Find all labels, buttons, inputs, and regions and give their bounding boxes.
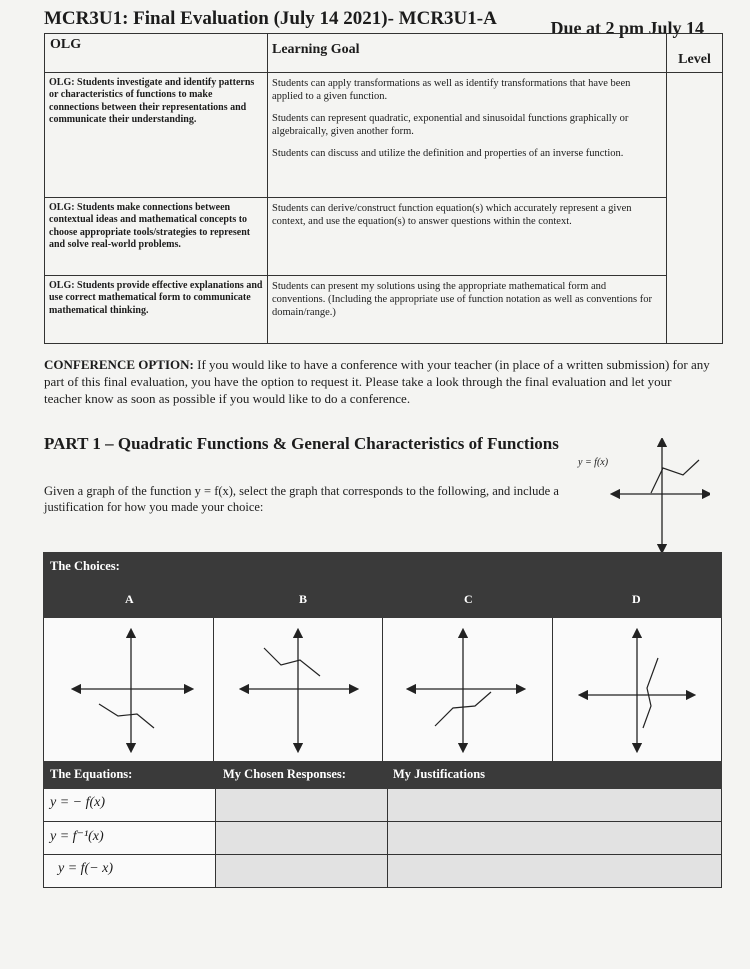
equations-table <box>43 761 722 888</box>
learning-goal-text: Students can represent quadratic, exponential and sinusoidal functions graphically or algebraically, given another form. <box>272 113 629 137</box>
choice-graph-a[interactable] <box>44 618 214 761</box>
learning-goal-text: Students can discuss and utilize the definition and properties of an inverse function. <box>272 148 624 159</box>
choices-graphs <box>43 618 722 762</box>
conference-option <box>44 356 712 407</box>
olg-text: OLG: Students make connections between contextual ideas and mathematical concepts to choose appropriate tools/strategies to represent and solve real-world problems. <box>45 198 268 276</box>
learning-goal-column-header: Learning Goal <box>268 34 667 73</box>
equations-column-header: The Equations: <box>50 767 133 781</box>
choices-table <box>43 552 722 762</box>
justification-field[interactable] <box>388 789 721 821</box>
choices-label: The Choices: <box>50 559 120 573</box>
olg-header-row <box>45 34 723 73</box>
learning-goal-text: Students can apply transformations as well as identify transformations that have been applied to a given function. <box>272 78 631 102</box>
learning-goal-text: Students can present my solutions using the appropriate mathematical form and conventions. (Including the appropriate use of function notation as well as conventions for domain/range.) <box>272 281 652 318</box>
equation-text: y = f⁻¹(x) <box>44 822 216 854</box>
justification-field[interactable] <box>388 822 721 854</box>
choice-graph-c[interactable] <box>383 618 553 761</box>
justifications-column-header: My Justifications <box>393 767 486 781</box>
part1-description: Given a graph of the function y = f(x), select the graph that corresponds to the following, and include a justification for how you made your choice: <box>44 484 559 514</box>
page-title: MCR3U1: Final Evaluation (July 14 2021)- MCR3U1-A <box>44 8 497 29</box>
justification-field[interactable] <box>388 855 721 887</box>
chosen-response-field[interactable] <box>216 789 388 821</box>
level-cell[interactable] <box>667 73 723 344</box>
table-row <box>45 276 723 344</box>
learning-goal-cell <box>268 276 667 344</box>
reference-graph <box>575 438 710 553</box>
choice-graph-b[interactable] <box>214 618 384 761</box>
page-header <box>44 6 704 38</box>
reference-graph-label: y = f(x) <box>578 457 609 468</box>
choices-header <box>43 552 722 618</box>
equation-text: y = f(− x) <box>44 855 216 887</box>
chosen-response-field[interactable] <box>216 855 388 887</box>
choice-letter-d: D <box>632 592 641 606</box>
function-curve <box>651 460 699 493</box>
table-row <box>43 855 722 888</box>
olg-table <box>44 33 723 344</box>
table-row <box>45 198 723 276</box>
due-date: Due at 2 pm July 14 <box>550 18 704 38</box>
learning-goal-text: Students can derive/construct function equation(s) which accurately represent a given context, and use the equation(s) to answer questions within the context. <box>272 203 632 227</box>
conference-label: CONFERENCE OPTION: <box>44 357 194 372</box>
choice-graph-d[interactable] <box>553 618 722 761</box>
choice-letter-b: B <box>299 592 308 606</box>
olg-column-header: OLG <box>45 34 268 73</box>
responses-column-header: My Chosen Responses: <box>223 767 346 781</box>
level-column-header: Level <box>667 34 723 73</box>
conference-text: If you would like to have a conference with your teacher (in place of a written submission) for any part of this final evaluation, you have the option to request it. Please take a look through the final evaluation and let your teacher know as soon as possible if you would like to do a conference. <box>44 357 710 406</box>
table-row <box>45 73 723 198</box>
table-row <box>43 822 722 855</box>
choice-letter-a: A <box>125 592 134 606</box>
learning-goal-cell <box>268 198 667 276</box>
olg-text: OLG: Students investigate and identify patterns or characteristics of functions to make connections between their representations and communicate their understanding. <box>45 73 268 198</box>
choice-letter-c: C <box>464 592 473 606</box>
chosen-response-field[interactable] <box>216 822 388 854</box>
equation-text: y = − f(x) <box>44 789 216 821</box>
table-row <box>43 789 722 822</box>
olg-text: OLG: Students provide effective explanations and use correct mathematical form to communicate mathematical thinking. <box>45 276 268 344</box>
part1-title: PART 1 – Quadratic Functions & General Characteristics of Functions <box>44 434 559 453</box>
equations-header <box>43 761 722 789</box>
learning-goal-cell <box>268 73 667 198</box>
